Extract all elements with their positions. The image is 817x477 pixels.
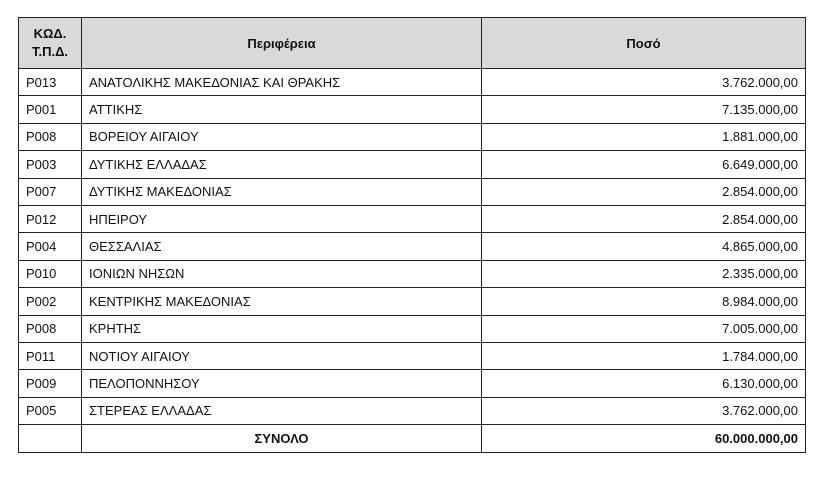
table-row: [19, 69, 806, 96]
table-body: [19, 69, 806, 453]
cell-region: ΑΝΑΤΟΛΙΚΗΣ ΜΑΚΕΔΟΝΙΑΣ ΚΑΙ ΘΡΑΚΗΣ: [82, 69, 482, 96]
cell-region: ΔΥΤΙΚΗΣ ΕΛΛΑΔΑΣ: [82, 151, 482, 178]
cell-amount: 3.762.000,00: [482, 397, 806, 424]
cell-amount: 2.854.000,00: [482, 178, 806, 205]
cell-region: ΘΕΣΣΑΛΙΑΣ: [82, 233, 482, 260]
table-row: [19, 123, 806, 150]
cell-code: P013: [19, 69, 82, 96]
table-row: [19, 397, 806, 424]
allocation-table-container: [18, 17, 806, 453]
table-row: [19, 233, 806, 260]
cell-region: ΙΟΝΙΩΝ ΝΗΣΩΝ: [82, 260, 482, 287]
table-row: [19, 178, 806, 205]
column-header-code-line2: Τ.Π.Δ.: [31, 44, 69, 59]
cell-region: ΗΠΕΙΡΟΥ: [82, 205, 482, 232]
cell-code: P001: [19, 96, 82, 123]
cell-code: P007: [19, 178, 82, 205]
cell-region: ΑΤΤΙΚΗΣ: [82, 96, 482, 123]
cell-amount: 6.649.000,00: [482, 151, 806, 178]
cell-amount: 6.130.000,00: [482, 370, 806, 397]
cell-amount: 8.984.000,00: [482, 288, 806, 315]
cell-code: P002: [19, 288, 82, 315]
cell-amount: 3.762.000,00: [482, 69, 806, 96]
cell-code: P008: [19, 123, 82, 150]
cell-region: ΝΟΤΙΟΥ ΑΙΓΑΙΟΥ: [82, 342, 482, 369]
cell-amount: 7.135.000,00: [482, 96, 806, 123]
column-header-code: [19, 18, 82, 69]
total-amount: 60.000.000,00: [482, 425, 806, 453]
cell-region: ΔΥΤΙΚΗΣ ΜΑΚΕΔΟΝΙΑΣ: [82, 178, 482, 205]
cell-code: P009: [19, 370, 82, 397]
cell-region: ΠΕΛΟΠΟΝΝΗΣΟΥ: [82, 370, 482, 397]
total-row: [19, 425, 806, 453]
table-row: [19, 315, 806, 342]
cell-code: P003: [19, 151, 82, 178]
cell-code: P004: [19, 233, 82, 260]
total-label: ΣΥΝΟΛΟ: [82, 425, 482, 453]
cell-code: P010: [19, 260, 82, 287]
cell-region: ΚΕΝΤΡΙΚΗΣ ΜΑΚΕΔΟΝΙΑΣ: [82, 288, 482, 315]
allocation-table: [18, 17, 806, 453]
cell-code: P005: [19, 397, 82, 424]
cell-amount: 4.865.000,00: [482, 233, 806, 260]
cell-amount: 1.881.000,00: [482, 123, 806, 150]
table-row: [19, 96, 806, 123]
cell-code: P008: [19, 315, 82, 342]
table-row: [19, 370, 806, 397]
cell-amount: 7.005.000,00: [482, 315, 806, 342]
table-row: [19, 151, 806, 178]
total-cell-code: [19, 425, 82, 453]
cell-amount: 2.854.000,00: [482, 205, 806, 232]
cell-amount: 1.784.000,00: [482, 342, 806, 369]
cell-region: ΒΟΡΕΙΟΥ ΑΙΓΑΙΟΥ: [82, 123, 482, 150]
header-row: [19, 18, 806, 69]
column-header-region: Περιφέρεια: [82, 18, 482, 69]
cell-code: P011: [19, 342, 82, 369]
table-row: [19, 260, 806, 287]
table-row: [19, 205, 806, 232]
cell-amount: 2.335.000,00: [482, 260, 806, 287]
cell-region: ΣΤΕΡΕΑΣ ΕΛΛΑΔΑΣ: [82, 397, 482, 424]
column-header-code-line1: ΚΩΔ.: [33, 26, 67, 42]
table-header: [19, 18, 806, 69]
table-row: [19, 342, 806, 369]
table-row: [19, 288, 806, 315]
cell-region: ΚΡΗΤΗΣ: [82, 315, 482, 342]
column-header-amount: Ποσό: [482, 18, 806, 69]
cell-code: P012: [19, 205, 82, 232]
